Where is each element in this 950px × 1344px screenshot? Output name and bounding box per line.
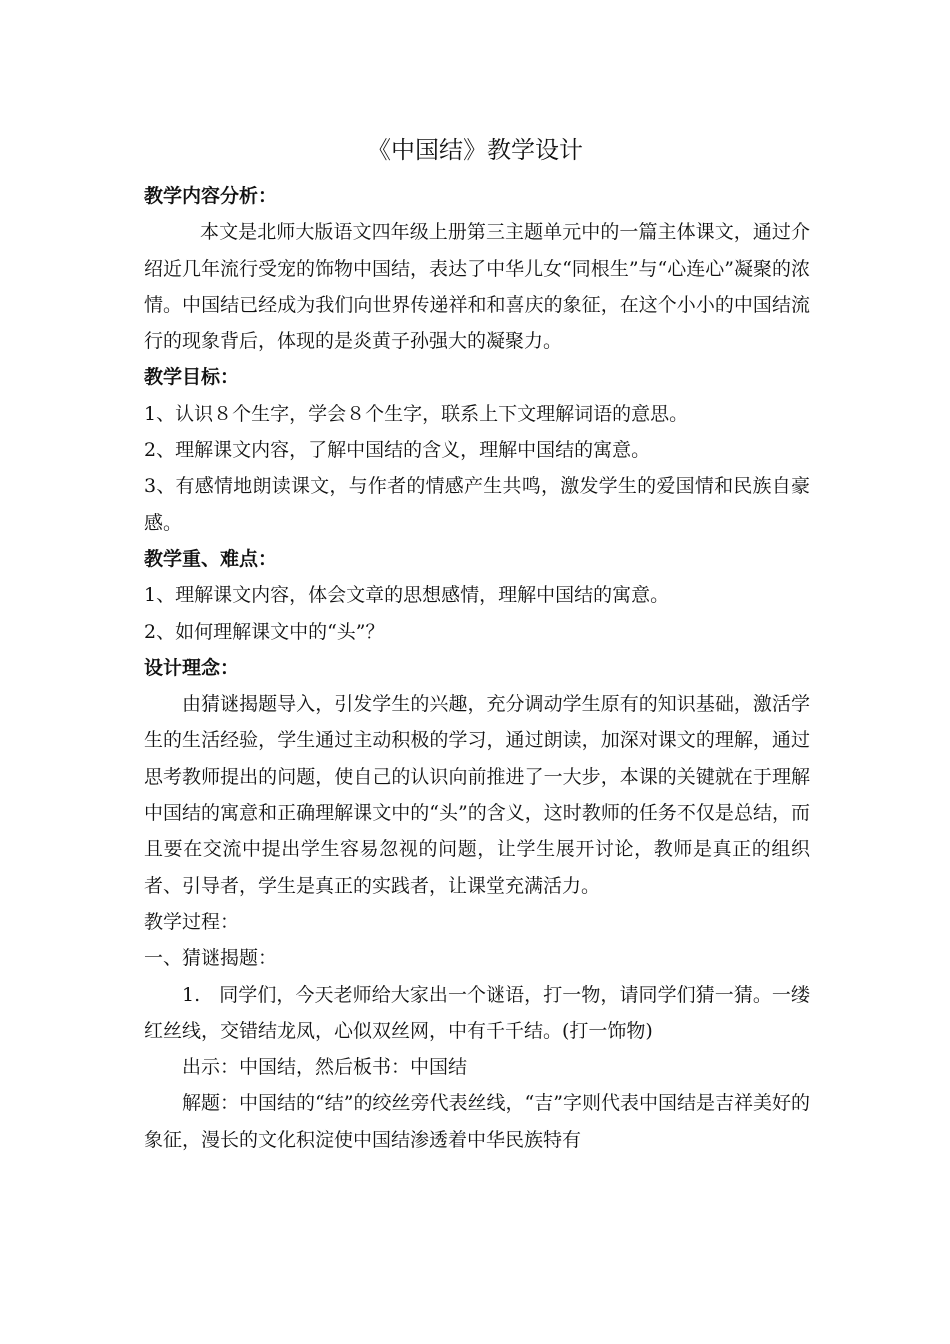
content-analysis-paragraph: 本文是北师大版语文四年级上册第三主题单元中的一篇主体课文，通过介绍近几年流行受宠的饰物中国结，表达了中华儿女“同根生”与“心连心”凝聚的浓情。中国结已经成为我们向世界传递祥和和喜庆的象征，在这个小小的中国结流行的现象背后，体现的是炎黄子孙强大的凝聚力。 xyxy=(144,221,810,353)
step-heading-1: 一、猜谜揭题： xyxy=(144,947,278,970)
step1-paragraph-explain: 解题：中国结的“结”的绞丝旁代表丝线，“吉”字则代表中国结是吉祥美好的象征，漫长的文化积淀使中国结渗透着中华民族特有 xyxy=(144,1092,810,1151)
section-heading-goals: 教学目标： xyxy=(144,366,240,389)
document-body xyxy=(144,178,810,1158)
section-heading-process: 教学过程： xyxy=(144,910,240,933)
keypoint-item-1: 1、理解课文内容，体会文章的思想感情，理解中国结的寓意。 xyxy=(144,584,670,607)
section-heading-design-concept: 设计理念： xyxy=(144,656,240,679)
step1-paragraph-riddle: 1. 同学们，今天老师给大家出一个谜语，打一物，请同学们猜一猜。一缕红丝线，交错结龙凤，心似双丝网，中有千千结。(打一饰物) xyxy=(144,983,810,1042)
goal-item-3: 3、有感情地朗读课文，与作者的情感产生共鸣，激发学生的爱国情和民族自豪感。 xyxy=(144,475,810,534)
design-concept-paragraph: 由猜谜揭题导入，引发学生的兴趣，充分调动学生原有的知识基础，激活学生的生活经验，学生通过主动积极的学习，通过朗读，加深对课文的理解，通过思考教师提出的问题，使自己的认识向前推进了一大步，本课的关键就在于理解中国结的寓意和正确理解课文中的“头”的含义，这时教师的任务不仅是总结，而且要在交流中提出学生容易忽视的问题，让学生展开讨论，教师是真正的组织者、引导者，学生是真正的实践者，让课堂充满活力。 xyxy=(144,693,810,897)
document-title: 《中国结》教学设计 xyxy=(367,136,583,164)
goal-item-1: 1、认识８个生字，学会８个生字，联系上下文理解词语的意思。 xyxy=(144,402,689,425)
step1-paragraph-show: 出示：中国结，然后板书：中国结 xyxy=(182,1056,468,1079)
section-heading-content-analysis: 教学内容分析： xyxy=(144,185,278,207)
goal-item-2: 2、理解课文内容，了解中国结的含义，理解中国结的寓意。 xyxy=(144,439,651,462)
section-heading-keypoints: 教学重、难点： xyxy=(144,547,278,570)
keypoint-item-2: 2、如何理解课文中的“头”？ xyxy=(144,620,385,643)
